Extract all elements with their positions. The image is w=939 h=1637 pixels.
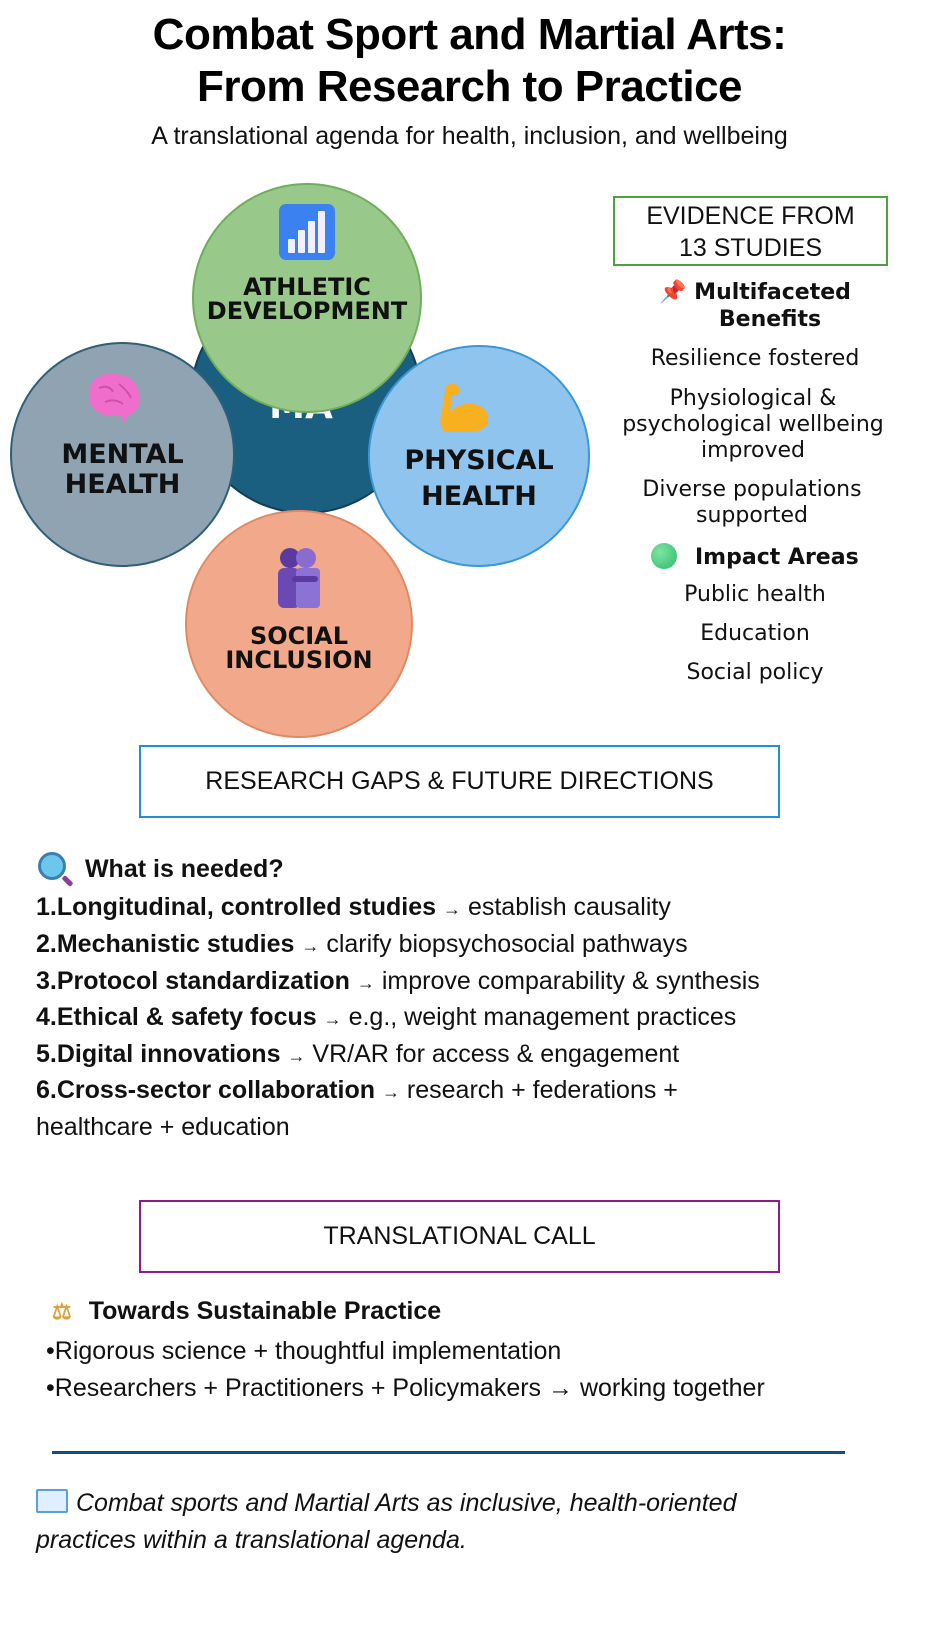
- page-subtitle: A translational agenda for health, inclusion, and wellbeing: [151, 122, 788, 150]
- footer-divider: [52, 1451, 845, 1454]
- need-number: 5.: [36, 1040, 57, 1068]
- bar-chart-icon: [278, 203, 336, 261]
- brain-icon: [83, 370, 143, 426]
- node-label-line1: PHYSICAL: [404, 445, 554, 476]
- towards-heading: [52, 1297, 441, 1326]
- need-title: Digital innovations: [56, 1040, 281, 1068]
- call-bullet: •Researchers + Practitioners + Policymakers → working together: [46, 1374, 765, 1402]
- need-number: 6.: [36, 1076, 57, 1104]
- arrow-right-icon: →: [287, 1046, 306, 1066]
- need-item: [36, 1036, 916, 1075]
- arrow-right-icon: →: [381, 1082, 400, 1102]
- need-title: Ethical & safety focus: [56, 1003, 317, 1031]
- benefits-heading-line2: Benefits: [718, 307, 822, 332]
- node-label-line1: ATHLETIC: [243, 273, 371, 301]
- node-social-inclusion: [185, 510, 413, 738]
- arrow-right-icon: →: [301, 936, 320, 956]
- node-label-line1: MENTAL: [61, 438, 184, 470]
- footer-line2: practices within a translational agenda.: [36, 1526, 467, 1554]
- call-bullet-text: Rigorous science + thoughtful implementation: [54, 1337, 562, 1365]
- impact-area: Education: [700, 621, 810, 646]
- need-item: [36, 963, 916, 1002]
- translational-call-box: TRANSLATIONAL CALL: [139, 1200, 780, 1273]
- call-bullet-text: Researchers + Practitioners + Policymakers → working together: [54, 1374, 765, 1402]
- arrow-right-icon: →: [442, 899, 461, 919]
- magnifying-glass-icon: [38, 852, 66, 880]
- open-book-icon: [36, 1489, 68, 1513]
- impact-area: Public health: [684, 582, 826, 607]
- node-physical-health: [368, 345, 590, 567]
- node-athletic-development: [192, 183, 422, 413]
- need-detail: research + federations +: [406, 1076, 678, 1104]
- need-detail: improve comparability & synthesis: [381, 967, 760, 995]
- node-label-line2: INCLUSION: [225, 646, 373, 674]
- need-item: [36, 1072, 916, 1111]
- pushpin-icon: 📌: [659, 280, 687, 305]
- need-item: [36, 999, 916, 1038]
- people-hugging-icon: [274, 546, 324, 610]
- node-mental-health: [10, 342, 235, 567]
- evidence-box-line2: 13 STUDIES: [678, 234, 823, 262]
- evidence-box: [613, 196, 888, 266]
- need-number: 2.: [36, 930, 57, 958]
- call-bullet: •Rigorous science + thoughtful implementation: [46, 1337, 562, 1365]
- need-detail: e.g., weight management practices: [348, 1003, 737, 1031]
- needs-heading: [38, 852, 284, 884]
- need-title: Longitudinal, controlled studies: [56, 893, 437, 921]
- node-label-line2: HEALTH: [421, 481, 537, 512]
- impact-heading-label: Impact Areas: [695, 545, 859, 570]
- need-detail: establish causality: [467, 893, 671, 921]
- arrow-right-icon: →: [356, 973, 375, 993]
- benefits-heading-line1: Multifaceted: [694, 280, 851, 305]
- green-circle-icon: [651, 543, 677, 569]
- need-number: 4.: [36, 1003, 57, 1031]
- node-label-line2: DEVELOPMENT: [206, 297, 408, 325]
- footer-line1: [36, 1485, 916, 1522]
- need-item: [36, 926, 916, 965]
- node-label-line1: SOCIAL: [249, 622, 349, 650]
- benefit-item: Diverse populations supported: [642, 477, 862, 528]
- flexed-biceps-icon: [434, 380, 494, 434]
- page-title-line1: Combat Sport and Martial Arts:: [152, 10, 787, 59]
- need-item: [36, 889, 916, 928]
- need-detail: clarify biopsychosocial pathways: [326, 930, 688, 958]
- need-item-continuation: healthcare + education: [36, 1113, 290, 1141]
- evidence-box-line1: EVIDENCE FROM: [646, 202, 855, 230]
- impact-area: Social policy: [686, 660, 824, 685]
- research-gaps-box: RESEARCH GAPS & FUTURE DIRECTIONS: [139, 745, 780, 818]
- node-label-line2: HEALTH: [64, 468, 181, 500]
- need-title: Mechanistic studies: [56, 930, 295, 958]
- footer-text: Combat sports and Martial Arts as inclusive, health-oriented: [76, 1489, 737, 1517]
- need-detail: VR/AR for access & engagement: [312, 1040, 680, 1068]
- needs-heading-label: What is needed?: [84, 855, 284, 883]
- need-number: 3.: [36, 967, 57, 995]
- arrow-right-icon: →: [323, 1009, 342, 1029]
- benefit-item: Physiological & psychological wellbeing improved: [622, 386, 884, 463]
- need-title: Protocol standardization: [56, 967, 350, 995]
- benefit-item: Resilience fostered: [650, 346, 860, 371]
- benefits-heading: [605, 280, 905, 306]
- need-title: Cross-sector collaboration: [56, 1076, 375, 1104]
- impact-heading: [605, 543, 905, 571]
- balance-scale-icon: ⚖: [52, 1299, 72, 1324]
- page-title-line2: From Research to Practice: [196, 62, 743, 111]
- need-number: 1.: [36, 893, 57, 921]
- towards-heading-label: Towards Sustainable Practice: [88, 1297, 442, 1325]
